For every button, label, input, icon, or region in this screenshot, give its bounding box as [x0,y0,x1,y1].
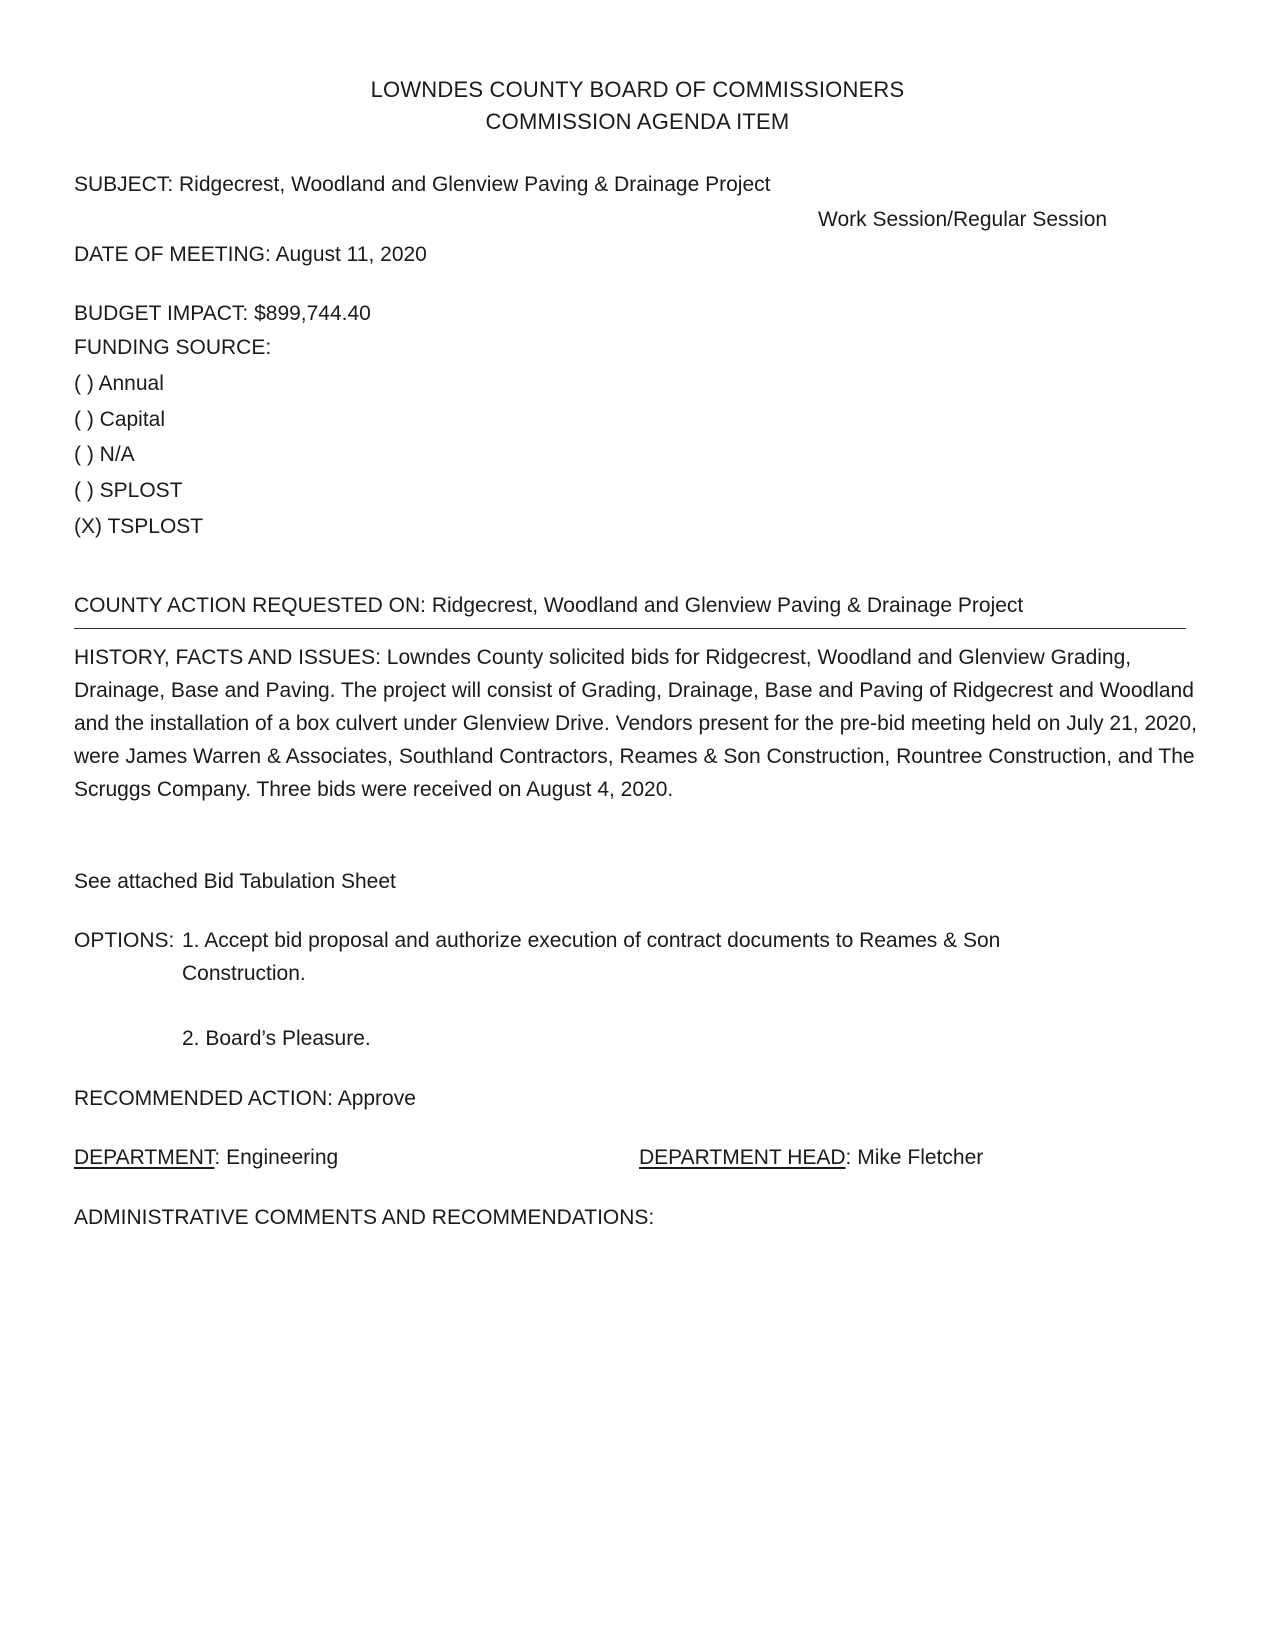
subject-line: SUBJECT: Ridgecrest, Woodland and Glenview Paving & Drainage Project [74,173,771,196]
header-subtitle: COMMISSION AGENDA ITEM [485,109,790,134]
funding-option-annual: ( ) Annual [74,372,164,395]
funding-option-na: ( ) N/A [74,443,135,466]
options-label: OPTIONS: [74,929,175,952]
department-head [639,1146,983,1170]
administrative-comments: ADMINISTRATIVE COMMENTS AND RECOMMENDATIONS: [74,1206,655,1229]
header-title: LOWNDES COUNTY BOARD OF COMMISSIONERS [370,77,905,102]
funding-option-splost: ( ) SPLOST [74,479,183,502]
option-2: 2. Board’s Pleasure. [182,1027,371,1050]
department-head-value: : Mike Fletcher [845,1146,984,1169]
department-label: DEPARTMENT [74,1146,215,1169]
date-of-meeting: DATE OF MEETING: August 11, 2020 [74,243,427,266]
option-1: 1. Accept bid proposal and authorize execution of contract documents to Reames & Son [182,929,1001,952]
funding-option-tsplost: (X) TSPLOST [74,515,204,538]
session-type: Work Session/Regular Session [818,208,1108,231]
see-attached-note: See attached Bid Tabulation Sheet [74,870,396,893]
department [74,1146,338,1170]
funding-option-capital: ( ) Capital [74,408,166,431]
funding-source-label: FUNDING SOURCE: [74,336,272,359]
county-action-requested: COUNTY ACTION REQUESTED ON: Ridgecrest, Woodland and Glenview Paving & Drainage Project [74,594,1024,617]
department-value: : Engineering [214,1146,339,1169]
recommended-action: RECOMMENDED ACTION: Approve [74,1087,416,1110]
option-1-continued: Construction. [182,962,306,985]
budget-impact: BUDGET IMPACT: $899,744.40 [74,302,371,325]
department-head-label: DEPARTMENT HEAD [639,1146,846,1169]
section-divider [74,628,1186,629]
history-facts-issues: HISTORY, FACTS AND ISSUES: Lowndes County solicited bids for Ridgecrest, Woodland and Glenview Grading, Drainage, Base and Paving. The project will consist of Grading, Drainage, Base and Paving of Ridgecrest and Woodland and the installation of a box culvert under Glenview Drive. Vendors present for the pre-bid meeting held on July 21, 2020, were James Warren & Associates, Southland Contractors, Reames & Son Construction, Rountree Construction, and The Scruggs Company. Three bids were received on August 4, 2020. [74,646,1197,801]
